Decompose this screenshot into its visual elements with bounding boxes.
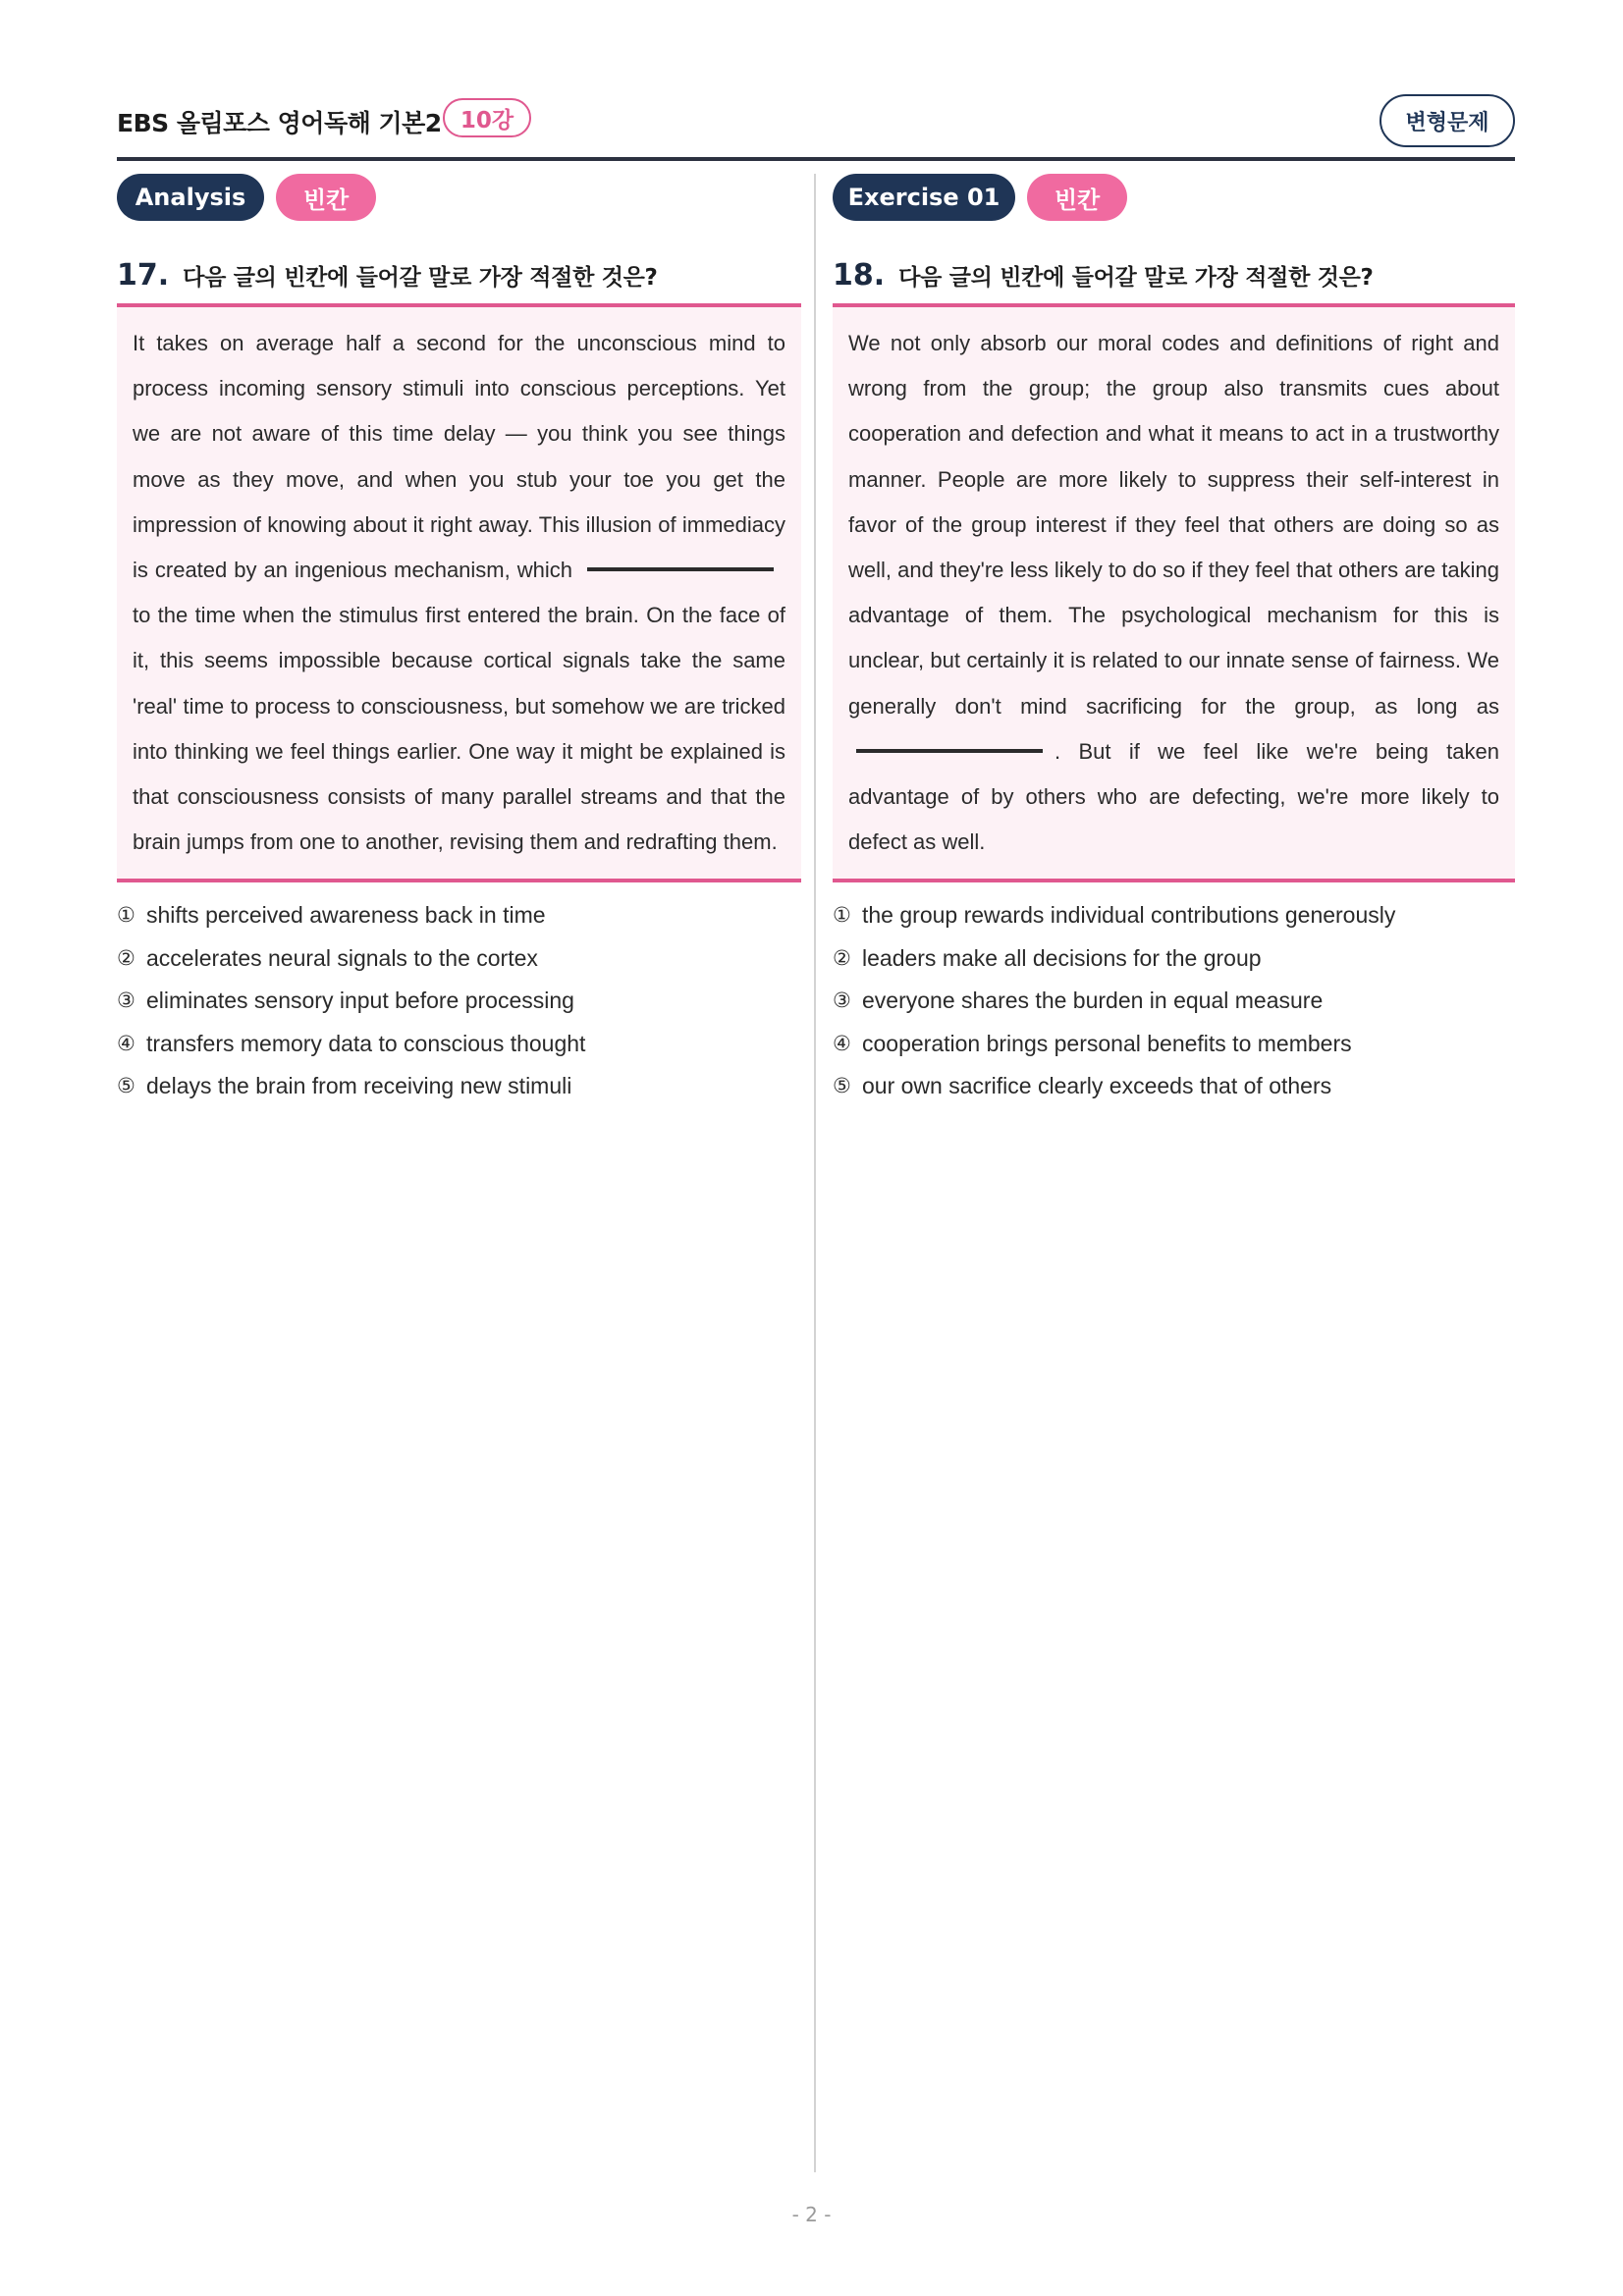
type-tag-blank: 빈칸 [1027,174,1127,221]
option-item[interactable] [117,937,801,981]
option-text: the group rewards individual contributions generously [862,902,1396,929]
answer-options [833,894,1515,1108]
passage-after-blank: to the time when the stimulus first entered the brain. On the face of it, this seems impossible because cortical signals take the same 'real' time to process to consciousness, but somehow we are tricked into thinking we feel things earlier. One way it might be explained is that consciousness consists of many parallel streams and that the brain jumps from one to another, revising them and redrafting them. [133,603,785,855]
option-text: accelerates neural signals to the cortex [146,944,538,971]
option-number: ② [833,945,851,970]
option-number: ⑤ [833,1074,851,1098]
option-text: everyone shares the burden in equal measure [862,988,1324,1014]
option-number: ④ [833,1031,851,1055]
column-divider [814,174,816,2172]
option-item[interactable] [117,1065,801,1108]
passage-before-blank: We not only absorb our moral codes and definitions of right and wrong from the group; the group also transmits cues about cooperation and defection and what it means to act in a trustworthy manner. People are more likely to suppress their self-interest in favor of the group interest if they feel that others are doing so as well, and they're less likely to do so if they feel that others are taking advantage of them. The psychological mechanism for this is unclear, but certainly it is related to our innate sense of fairness. We generally don't mind sacrificing for the group, as long as [848,331,1499,719]
option-item[interactable] [833,980,1515,1023]
question-tags [117,174,801,221]
answer-options [117,894,801,1108]
option-item[interactable] [833,937,1515,981]
option-text: delays the brain from receiving new stimuli [146,1073,572,1099]
question-number: 18. [833,258,886,293]
page-header [117,94,1515,161]
blank-line [587,567,774,571]
option-number: ③ [117,988,135,1013]
option-number: ⑤ [117,1074,135,1098]
question-tags [833,174,1515,221]
option-text: leaders make all decisions for the group [862,944,1262,971]
question-17-column [117,174,801,1124]
book-title: EBS 올림포스 영어독해 기본2 [117,109,442,137]
option-number: ③ [833,988,851,1013]
passage-before-blank: It takes on average half a second for the unconscious mind to process incoming sensory stimuli into conscious perceptions. Yet we are not aware of this time delay — you think you see things move as they move, and when you stub your toe you get the impression of knowing about it right away. This illusion of immediacy is created by an ingenious mechanism, which [133,331,785,583]
option-item[interactable] [833,1065,1515,1108]
passage-box [117,307,801,882]
question-heading [117,258,801,307]
option-text: eliminates sensory input before processing [146,988,574,1014]
option-item[interactable] [117,980,801,1023]
passage-text [848,321,1499,865]
passage-text [133,321,785,865]
question-instruction: 다음 글의 빈칸에 들어갈 말로 가장 적절한 것은? [183,265,658,291]
page-number: - 2 - [791,2203,832,2226]
passage-after-blank: . But if we feel like we're being taken advantage of by others who are defecting, we're more likely to defect as well. [848,738,1499,855]
option-number: ① [833,903,851,928]
option-number: ② [117,945,135,970]
blank-line [856,749,1043,753]
option-text: cooperation brings personal benefits to members [862,1030,1352,1056]
option-item[interactable] [117,894,801,937]
option-number: ① [117,903,135,928]
variant-badge: 변형문제 [1380,94,1515,147]
passage-box [833,307,1515,882]
option-text: transfers memory data to conscious thought [146,1030,586,1056]
option-item[interactable] [833,1023,1515,1066]
lesson-badge: 10강 [443,98,531,137]
question-number: 17. [117,258,170,293]
section-tag-exercise: Exercise 01 [833,174,1015,221]
option-text: our own sacrifice clearly exceeds that of others [862,1073,1332,1099]
question-instruction: 다음 글의 빈칸에 들어갈 말로 가장 적절한 것은? [898,265,1374,291]
option-item[interactable] [117,1023,801,1066]
question-18-column [833,174,1515,1124]
option-text: shifts perceived awareness back in time [146,902,546,929]
option-item[interactable] [833,894,1515,937]
section-tag-analysis: Analysis [117,174,264,221]
question-heading [833,258,1515,307]
option-number: ④ [117,1031,135,1055]
type-tag-blank: 빈칸 [276,174,376,221]
